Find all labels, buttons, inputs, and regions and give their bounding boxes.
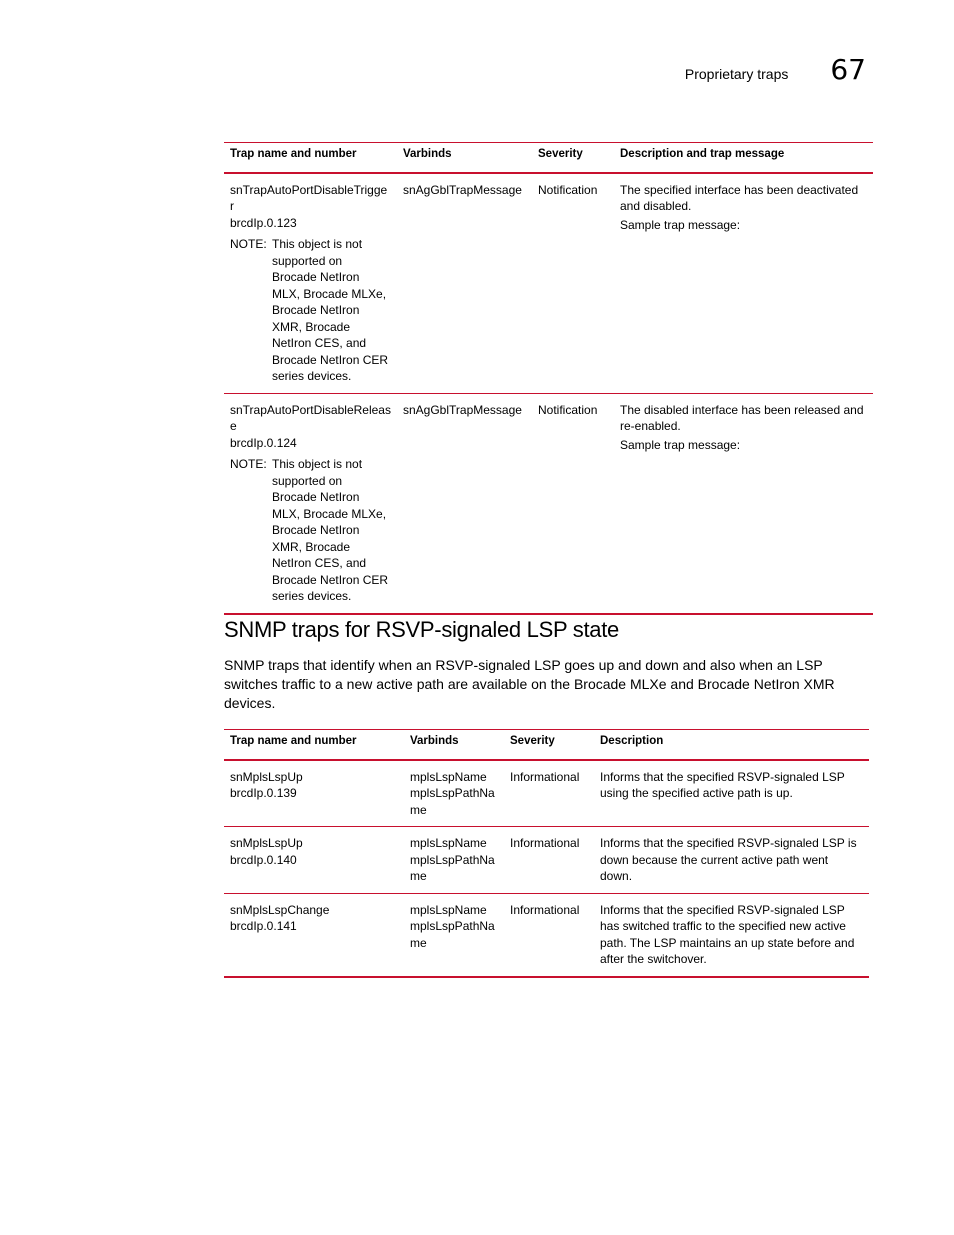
note-label: NOTE: xyxy=(230,237,267,251)
varbind: mplsLspPathName xyxy=(410,852,495,883)
table-row xyxy=(224,893,869,977)
trap-number: brcdIp.0.140 xyxy=(230,852,297,867)
description-cell xyxy=(614,393,873,614)
note-text: This object is not supported on Brocade NetIron MLX, Brocade MLXe, Brocade NetIron XMR, Brocade NetIron CES, and Brocade NetIron CER series devices. xyxy=(272,457,389,603)
severity-cell: Informational xyxy=(504,760,594,827)
varbinds-cell xyxy=(404,893,504,977)
trap-name-cell xyxy=(224,760,404,827)
description-cell: Informs that the specified RSVP-signaled LSP using the specified active path is up. xyxy=(594,760,869,827)
severity-cell: Notification xyxy=(532,393,614,614)
note-text: This object is not supported on Brocade NetIron MLX, Brocade MLXe, Brocade NetIron XMR, Brocade NetIron CES, and Brocade NetIron CER series devices. xyxy=(272,237,389,383)
description-cell: Informs that the specified RSVP-signaled LSP has switched traffic to the specified new active path. The LSP maintains an up state before and after the switchover. xyxy=(594,893,869,977)
trap-name: snMplsLspChange xyxy=(230,902,330,917)
table-row xyxy=(224,760,869,827)
table-row xyxy=(224,173,873,394)
trap-name: snMplsLspUp xyxy=(230,836,303,850)
varbind: mplsLspPathName xyxy=(410,786,495,817)
column-header: Varbinds xyxy=(404,730,504,760)
varbinds-cell: snAgGblTrapMessage xyxy=(397,393,532,614)
trap-name: snTrapAutoPortDisableRelease xyxy=(230,402,391,433)
note xyxy=(230,236,391,385)
severity-cell: Informational xyxy=(504,893,594,977)
sample-message-label: Sample trap message: xyxy=(620,437,741,452)
trap-number: brcdIp.0.141 xyxy=(230,919,297,933)
description-text: The disabled interface has been released and re-enabled. xyxy=(620,402,864,433)
trap-name-cell xyxy=(224,893,404,977)
varbinds-cell xyxy=(404,760,504,827)
trap-number: brcdIp.0.123 xyxy=(230,215,297,230)
column-header: Trap name and number xyxy=(224,730,404,760)
column-header: Description xyxy=(594,730,869,760)
varbind: mplsLspPathName xyxy=(410,919,495,950)
chapter-number: 67 xyxy=(830,53,866,86)
description-text: The specified interface has been deactivated and disabled. xyxy=(620,182,859,213)
note-label: NOTE: xyxy=(230,457,267,471)
section-title: SNMP traps for RSVP-signaled LSP state xyxy=(224,617,619,642)
column-header: Varbinds xyxy=(397,143,532,173)
table-header-row xyxy=(224,143,873,173)
varbind: mplsLspName xyxy=(410,769,487,784)
varbind: mplsLspName xyxy=(410,902,487,917)
trap-name-cell xyxy=(224,173,397,394)
column-header: Trap name and number xyxy=(224,143,397,173)
severity-cell: Notification xyxy=(532,173,614,394)
trap-name-cell xyxy=(224,827,404,894)
trap-name-cell xyxy=(224,393,397,614)
section-name: Proprietary traps xyxy=(684,66,789,82)
table-row xyxy=(224,393,873,614)
note xyxy=(230,456,391,605)
table-header-row xyxy=(224,730,869,760)
column-header: Severity xyxy=(504,730,594,760)
varbinds-cell: snAgGblTrapMessage xyxy=(397,173,532,394)
description-cell xyxy=(614,173,873,394)
column-header: Description and trap message xyxy=(614,143,873,173)
trap-number: brcdIp.0.139 xyxy=(230,786,297,800)
trap-name: snTrapAutoPortDisableTrigger xyxy=(230,182,388,213)
varbind: mplsLspName xyxy=(410,836,487,850)
trap-number: brcdIp.0.124 xyxy=(230,435,297,450)
rsvp-lsp-traps-table xyxy=(224,729,869,978)
page-header xyxy=(684,53,866,86)
description-cell: Informs that the specified RSVP-signaled LSP is down because the current active path went down. xyxy=(594,827,869,894)
trap-name: snMplsLspUp xyxy=(230,769,303,784)
severity-cell: Informational xyxy=(504,827,594,894)
sample-message-label: Sample trap message: xyxy=(620,217,741,232)
proprietary-traps-table xyxy=(224,142,873,615)
table-row xyxy=(224,827,869,894)
varbinds-cell xyxy=(404,827,504,894)
column-header: Severity xyxy=(532,143,614,173)
section-intro: SNMP traps that identify when an RSVP-signaled LSP goes up and down and also when an LSP switches traffic to a new active path are available on the Brocade MLXe and Brocade NetIron XMR devices. xyxy=(224,657,835,711)
